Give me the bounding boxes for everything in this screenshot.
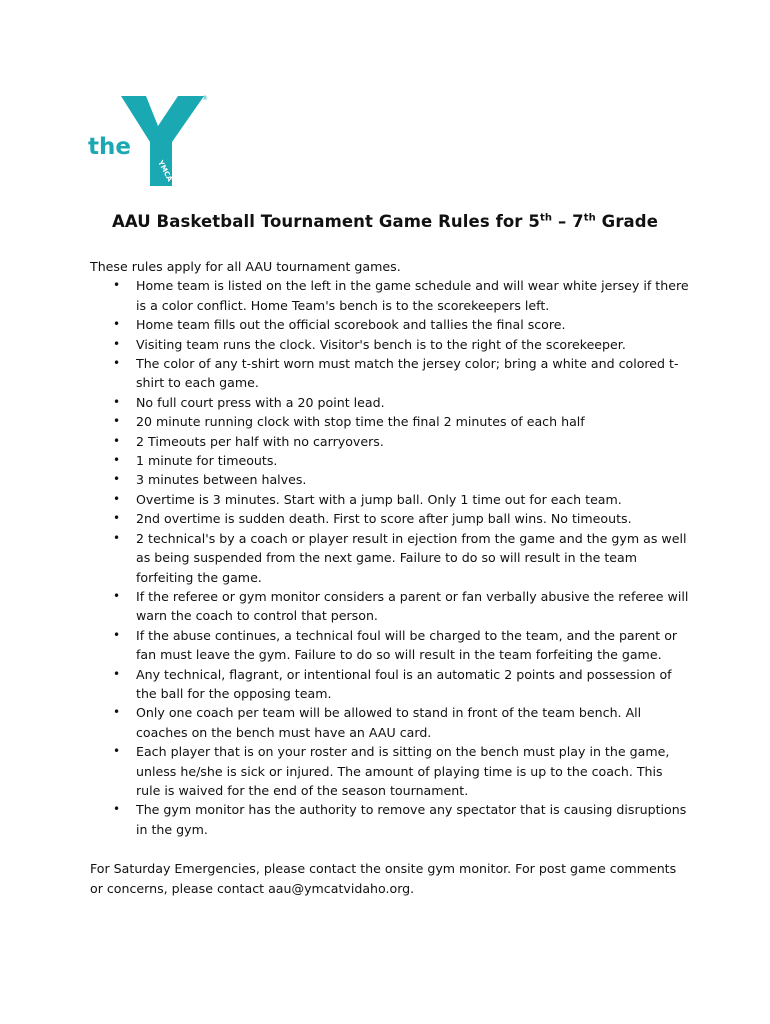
rule-text: Only one coach per team will be allowed to stand in front of the team bench. All coaches on the bench must have an AAU card. bbox=[136, 705, 642, 740]
rule-item bbox=[90, 490, 690, 509]
logo-the-text: the bbox=[88, 134, 131, 160]
bullet-icon: • bbox=[113, 278, 121, 293]
rule-item bbox=[90, 451, 690, 470]
rule-item bbox=[90, 800, 690, 839]
rule-text: The gym monitor has the authority to remove any spectator that is causing disruptions in the gym. bbox=[136, 802, 687, 837]
bullet-icon: • bbox=[113, 802, 121, 817]
bullet-icon: • bbox=[113, 453, 121, 468]
bullet-icon: • bbox=[113, 511, 121, 526]
rule-item bbox=[90, 335, 690, 354]
rule-item bbox=[90, 742, 690, 800]
bullet-icon: • bbox=[113, 588, 121, 603]
bullet-icon: • bbox=[113, 627, 121, 642]
rule-item bbox=[90, 354, 690, 393]
bullet-icon: • bbox=[113, 705, 121, 720]
ymca-logo bbox=[88, 90, 210, 190]
rule-text: 1 minute for timeouts. bbox=[136, 453, 278, 469]
rule-item bbox=[90, 626, 690, 665]
rule-item bbox=[90, 509, 690, 528]
bullet-icon: • bbox=[113, 491, 121, 506]
rule-item bbox=[90, 703, 690, 742]
rule-text: Each player that is on your roster and is sitting on the bench must play in the game, unless he/she is sick or injured. The amount of playing time is up to the coach. This rule is waived for the end of the season tournament. bbox=[136, 744, 670, 798]
bullet-icon: • bbox=[113, 336, 121, 351]
rule-item bbox=[90, 529, 690, 587]
bullet-icon: • bbox=[113, 317, 121, 332]
bullet-icon: • bbox=[113, 414, 121, 429]
rule-item bbox=[90, 276, 690, 315]
rules-body bbox=[90, 257, 690, 911]
page-title: AAU Basketball Tournament Game Rules for 5th – 7th Grade bbox=[111, 212, 658, 231]
rule-text: Any technical, flagrant, or intentional foul is an automatic 2 points and possession of the ball for the opposing team. bbox=[136, 666, 672, 701]
rule-item bbox=[90, 587, 690, 626]
rule-item bbox=[90, 315, 690, 334]
bullet-icon: • bbox=[113, 744, 121, 759]
intro-text: These rules apply for all AAU tournament games. bbox=[90, 259, 401, 274]
registered-mark: ® bbox=[202, 95, 208, 102]
rule-text: 20 minute running clock with stop time the final 2 minutes of each half bbox=[136, 414, 585, 430]
rule-item bbox=[90, 665, 690, 704]
rule-item bbox=[90, 432, 690, 451]
rule-text: The color of any t-shirt worn must match the jersey color; bring a white and colored t-shirt to each game. bbox=[136, 356, 679, 391]
bullet-icon: • bbox=[113, 666, 121, 681]
rule-text: Home team fills out the official scorebook and tallies the final score. bbox=[136, 317, 566, 333]
rule-item bbox=[90, 470, 690, 489]
rule-text: 2 technical's by a coach or player result in ejection from the game and the gym as well as being suspended from the next game. Failure to do so will result in the team forfeiting the game. bbox=[136, 530, 687, 585]
rule-text: Home team is listed on the left in the game schedule and will wear white jersey if there is a color conflict. Home Team's bench is to the scorekeepers left. bbox=[136, 278, 689, 313]
rule-text: No full court press with a 20 point lead. bbox=[136, 394, 385, 410]
bullet-icon: • bbox=[113, 394, 121, 409]
rule-text: 2nd overtime is sudden death. First to score after jump ball wins. No timeouts. bbox=[136, 511, 632, 527]
rule-item bbox=[90, 412, 690, 431]
rule-text: If the abuse continues, a technical foul will be charged to the team, and the parent or fan must leave the gym. Failure to do so will result in the team forfeiting the game. bbox=[136, 627, 678, 663]
rule-text: 3 minutes between halves. bbox=[136, 472, 307, 488]
bullet-icon: • bbox=[113, 530, 121, 545]
rule-item bbox=[90, 393, 690, 412]
rule-text: Overtime is 3 minutes. Start with a jump ball. Only 1 time out for each team. bbox=[136, 491, 622, 507]
rule-text: If the referee or gym monitor considers a parent or fan verbally abusive the referee will warn the coach to control that person. bbox=[136, 588, 689, 624]
rule-text: 2 Timeouts per half with no carryovers. bbox=[136, 433, 384, 449]
logo-ymca-text: YMCA bbox=[156, 159, 174, 183]
bullet-icon: • bbox=[113, 356, 121, 371]
rule-text: Visiting team runs the clock. Visitor's bench is to the right of the scorekeeper. bbox=[136, 336, 626, 352]
bullet-icon: • bbox=[113, 472, 121, 487]
footer-text: For Saturday Emergencies, please contact the onsite gym monitor. For post game comments or concerns, please contact aau@ymcatvidaho.org. bbox=[90, 861, 677, 896]
rules-list bbox=[90, 276, 690, 839]
bullet-icon: • bbox=[113, 433, 121, 448]
